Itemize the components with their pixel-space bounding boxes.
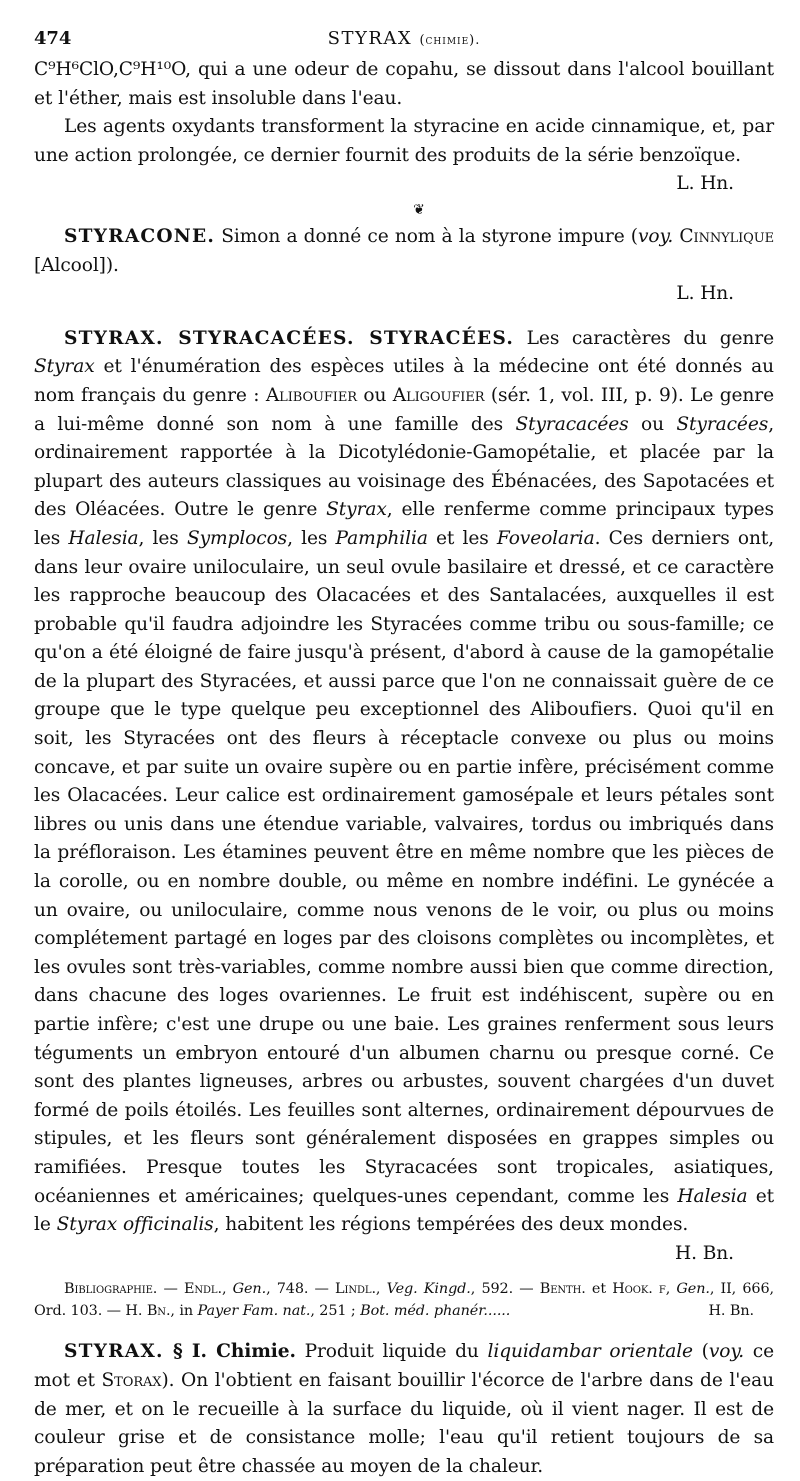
styracone-signature: L. Hn. (676, 283, 734, 305)
entry-styrax-chimie: STYRAX. § I. Chimie. Produit liquide du liquidambar orientale (voy. ce mot et Storax). On l'obtient en faisant bouillir l'écorce de l'arbre dans de l'eau de mer, et on le recueille à la surface du liquide, où il vient nager. Il est de couleur grise et de consistance molle; l'eau qu'il retient toujours de sa préparation peut être chassée au moyen de la chaleur. (34, 1341, 775, 1477)
bibliography-signature: H. Bn. (708, 1303, 754, 1320)
bibliography-label: Bibliographie. (64, 1281, 158, 1298)
running-title-main: STYRAX (327, 28, 413, 49)
intro-signature: L. Hn. (676, 173, 734, 195)
bibliography: Bibliographie. — Endl., Gen., 748. — Lindl., Veg. Kingd., 592. — Benth. et Hook. f, Gen., II, 666, Ord. 103. — H. Bn., in Payer Fam. nat., 251 ; Bot. méd. phanér...... H. Bn. (34, 1278, 774, 1322)
headword-styracone: STYRACONE. (64, 225, 216, 247)
entry-styracees: STYRAX. STYRACACÉES. STYRACÉES. Les caractères du genre Styrax et l'énumération des espèces utiles à la médecine ont été donnés au nom français du genre : Aliboufier ou Aligoufier (sér. 1, vol. III, p. 9). Le genre a lui-même donné son nom à une famille des Styracacées ou Styracées, ordinairement rapportée à la Dicotylédonie-Gamopétalie, et placée par la plupart des auteurs classiques au voisinage des Ébénacées, des Sapotacées et des Oléacées. Outre le genre Styrax, elle renferme comme principaux types les Halesia, les Symplocos, les Pamphilia et les Foveolaria. Ces derniers ont, dans leur ovaire uniloculaire, un seul ovule basilaire et dressé, et ce caractère les rapproche beaucoup des Olacacées et des Santalacées, auxquelles il est probable qu'il faudra adjoindre les Styracées comme tribu ou sous-famille; ce qu'on a été éloigné de faire jusqu'à présent, d'abord à cause de la gamopétalie de la plupart des Styracées, et aussi parce que l'on ne connaissait guère de ce groupe que le type quelque peu exceptionnel des Aliboufiers. Quoi qu'il en soit, les Styracées ont des fleurs à réceptacle convexe ou plus ou moins concave, et par suite un ovaire supère ou en partie infère, précisément comme les Olacacées. Leur calice est ordinairement gamosépale et leurs pétales sont libres ou unis dans une étendue variable, valvaires, tordus ou imbriqués dans la préfloraison. Les étamines peuvent être en même nombre que les pièces de la corolle, ou en nombre double, ou même en nombre indéfini. Le gynécée a un ovaire, ou uniloculaire, comme nous venons de le voir, ou plus ou moins complétement partagé en loges par des cloisons complètes ou incomplètes, et les ovules sont très-variables, comme nombre aussi bien que comme direction, dans chacune des loges ovariennes. Le fruit est indéhiscent, supère ou en partie infère; c'est une drupe ou une baie. Les graines renferment sous leurs téguments un embryon entouré d'un albumen charnu ou presque corné. Ce sont des plantes ligneuses, arbres ou arbustes, souvent chargées d'un duvet formé de poils étoilés. Les feuilles sont alternes, ordinairement dépourvues de stipules, et les fleurs sont généralement disposées en grappes simples ou ramifiées. Presque toutes les Styracacées sont tropicales, asiatiques, océaniennes et américaines; quelques-unes cependant, comme les Halesia et le Styrax officinalis, habitent les régions tempérées des deux mondes. (34, 327, 775, 1236)
headword-styracees: STYRAX. STYRACACÉES. STYRACÉES. (64, 327, 514, 349)
intro-paragraph-2: Les agents oxydants transforment la styracine en acide cinnamique, et, par une action prolongée, ce dernier fournit des produits de la série benzoïque. (34, 116, 774, 166)
running-head (34, 26, 774, 52)
page-number: 474 (34, 28, 72, 49)
headword-styrax: STYRAX. (64, 1341, 164, 1363)
entry-styracone: STYRACONE. Simon a donné ce nom à la styrone impure (voy. Cinnylique [Alcool]). (34, 225, 774, 276)
document-page (34, 26, 774, 1481)
running-title-sub: (chimie). (419, 33, 481, 48)
ornament-icon: ❦ (413, 201, 425, 218)
running-title (34, 26, 774, 54)
styracees-signature: H. Bn. (675, 1242, 734, 1264)
section-chimie: § I. Chimie. (163, 1341, 296, 1363)
intro-paragraph-1: C⁹H⁶ClO,C⁹H¹⁰O, qui a une odeur de copahu, se dissout dans l'alcool bouillant et l'éther, mais est insoluble dans l'eau. (34, 59, 774, 109)
